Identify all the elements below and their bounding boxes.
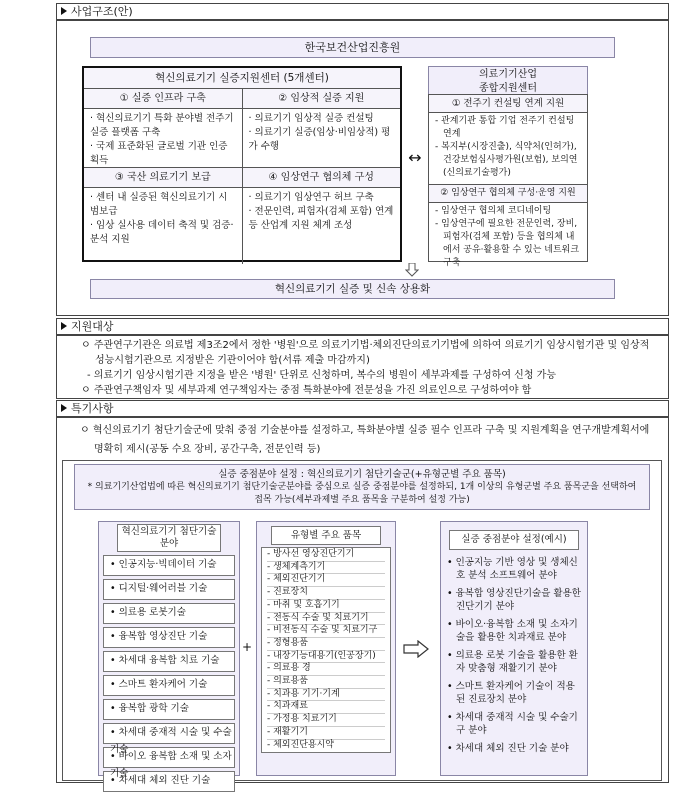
special-notes-line: ㅇ 혁신의료기기 첨단기술군에 맞춰 중점 기술분야를 설정하고, 특화분야별 실증 필수 인프라 구축 및 지원계획을 연구개발계획서에 명확히 제시(공동 수요 장비, 공간구축, 전문인력 등): [80, 425, 650, 455]
list-item: · 임상 실사용 데이터 축적 및 검증·분석 지원: [90, 219, 236, 247]
centers-box: [82, 66, 402, 262]
agency-label: 한국보건산업진흥원: [304, 41, 401, 54]
tech-field-item: • 차세대 융복합 치료 기술: [103, 651, 235, 672]
box1-title: ① 실증 인프라 구축: [84, 89, 243, 108]
section-title: 사업구조(안): [71, 5, 133, 18]
tech-field-item: • 융복합 영상진단 기술: [103, 627, 235, 648]
box3-body: [84, 188, 243, 264]
focus-example-item: • 차세대 중재적 시술 및 수술기구 분야: [447, 711, 581, 737]
triangle-bullet-icon: [61, 7, 67, 15]
section-title: 특기사항: [71, 402, 114, 415]
eligibility-line: ㅇ 주관연구책임자 및 세부과제 연구책임자는 중점 특화분야에 전문성을 가진 의료인으로 구성하여야 함: [81, 385, 532, 396]
box4-title: ④ 임상연구 협의체 구성: [243, 168, 401, 187]
list-item: · 혁신의료기기 특화 분야별 전주기 실증 플랫폼 구축: [90, 112, 236, 140]
tech-field-title: 혁신의료기기 첨단기술분야: [117, 524, 221, 552]
eligibility-line: ㅇ 주관연구기관은 의료법 제3조2에서 정한 '병원'으로 의료기기법·체외진단의료기기법에 의하여 의료기기 임상시험기관 및 임상적 성능시험기관으로 지정받은 기관이어야 함(서류 제출 마감까지): [81, 340, 650, 366]
right-box2-body: [429, 203, 587, 272]
section-header-eligibility: [56, 318, 669, 335]
tech-field-item: • 차세대 체외 진단 기술: [103, 771, 235, 792]
box4-body: [243, 188, 401, 264]
section-title: 지원대상: [71, 320, 114, 333]
box3-title: ③ 국산 의료기기 보급: [84, 168, 243, 187]
product-type-item: - 진료장치: [267, 587, 385, 600]
product-type-item: - 전동식 수술 및 치료기기: [267, 613, 385, 626]
focus-example-item: • 인공지능 기반 영상 및 생체신호 분석 소프트웨어 분야: [447, 556, 581, 582]
list-item: - 복지부(시장진출), 식약처(인허가), 건강보험심사평가원(보험), 보의연(신의료기술평가): [435, 142, 578, 178]
focus-area-title: 실증 중점분야 설정 : 혁신의료기기 첨단기술군(+유형군별 주요 품목): [218, 469, 506, 480]
box2-body: [243, 109, 401, 167]
support-center-title-line1: 의료기기산업: [479, 69, 537, 80]
product-type-item: - 가정용 치료기기: [267, 714, 385, 727]
plus-icon: +: [241, 640, 253, 654]
support-center-box: [428, 94, 588, 268]
box2-title: ② 임상적 실증 지원: [243, 89, 401, 108]
down-arrow-icon: [405, 263, 419, 277]
product-type-item: - 의료용품: [267, 676, 385, 689]
tech-field-column: [98, 521, 240, 786]
support-center-title: [428, 66, 588, 97]
focus-example-item: • 바이오·융복합 소재 및 소자기술을 활용한 치과재료 분야: [447, 618, 581, 644]
support-center-title-line2: 종합지원센터: [479, 83, 537, 94]
focus-example-column: [440, 521, 588, 776]
list-item: · 전문인력, 피험자(검체 포함) 연계 등 산업계 지원 체계 조성: [249, 205, 395, 233]
section-header-structure: [56, 3, 669, 20]
product-type-column: [256, 521, 396, 776]
product-type-list: [261, 547, 391, 753]
product-type-item: - 치과재료: [267, 701, 385, 714]
agency-bar: [90, 37, 615, 58]
right-arrow-icon: [403, 640, 429, 658]
product-type-item: - 체외진단기기: [267, 574, 385, 587]
eligibility-line: - 의료기기 임상시험기관 지정을 받은 '병원' 단위로 신청하며, 복수의 병원이 세부과제를 구성하여 신청 가능: [87, 370, 556, 381]
bidirectional-arrow-icon: ↔: [408, 148, 422, 167]
section-header-special-notes: [56, 400, 669, 417]
box1-body: [84, 109, 243, 167]
product-type-item: - 의료용 경: [267, 663, 385, 676]
list-item: · 의료기기 실증(임상·비임상적) 평가 수행: [249, 126, 395, 154]
centers-title: 혁신의료기기 실증지원센터 (5개센터): [84, 68, 400, 89]
triangle-bullet-icon: [61, 404, 67, 412]
tech-field-item: • 인공지능·빅데이터 기술: [103, 555, 235, 576]
product-type-item: - 체외진단용시약: [267, 739, 334, 750]
focus-example-item: • 의료용 로봇 기술을 활용한 환자 맞춤형 재활기기 분야: [447, 649, 581, 675]
right-box2-title: ② 임상연구 협의체 구성·운영 지원: [429, 184, 587, 203]
list-item: · 국제 표준화된 글로벌 기관 인증 획득: [90, 140, 236, 168]
list-item: - 관계기관 통합 기업 전주기 컨설팅 연계: [435, 116, 575, 139]
product-type-item: - 방사선 영상진단기기: [267, 549, 385, 562]
product-type-item: - 마취 및 호흡기기: [267, 600, 385, 613]
product-type-title: 유형별 주요 품목: [271, 526, 381, 545]
eligibility-body: [56, 335, 669, 399]
tech-field-item: • 바이오 융복합 소재 및 소자: [103, 747, 235, 768]
product-type-item: - 정형용품: [267, 638, 385, 651]
focus-example-item: • 차세대 체외 진단 기술 분야: [447, 742, 581, 755]
focus-area-header: [74, 464, 650, 510]
product-type-item: - 내장기능대용기(인공장기): [267, 651, 385, 664]
focus-example-title: 실증 중점분야 설정(예시): [449, 530, 579, 550]
product-type-item: - 재활기기: [267, 727, 385, 740]
triangle-bullet-icon: [61, 322, 67, 330]
list-item: · 의료기기 임상적 실증 컨설팅: [249, 112, 395, 126]
list-item: - 임상연구에 필요한 전문인력, 장비, 피험자(검체 포함) 등을 협의체 내에서 공유·활용할 수 있는 네트워크 구축: [435, 219, 580, 268]
tech-field-item: • 디지털·웨어러블 기술: [103, 579, 235, 600]
tech-field-item: • 의료용 로봇기술: [103, 603, 235, 624]
list-item: - 임상연구 협의체 코디네이팅: [435, 206, 552, 216]
list-item: · 의료기기 임상연구 허브 구축: [249, 191, 395, 205]
right-box1-body: [429, 113, 587, 184]
tech-field-item: • 스마트 환자케어 기술: [103, 675, 235, 696]
focus-area-note: * 의료기기산업법에 따른 혁신의료기기 첨단기술군분야를 중심으로 실증 중점분야를 설정하되, 1개 이상의 유형군별 주요 품목군을 선택하여 접목 가능(세부과제별 주요 품목을 구분하여 설정 가능): [87, 482, 637, 505]
right-box1-title: ① 전주기 컨설팅 연계 지원: [429, 95, 587, 113]
tech-field-item: • 차세대 중재적 시술 및 수술: [103, 723, 235, 744]
focus-example-item: • 스마트 환자케어 기술이 적용된 진료장치 분야: [447, 680, 581, 706]
commercialization-label: 혁신의료기기 실증 및 신속 상용화: [274, 283, 431, 295]
focus-example-item: • 융복합 영상진단기술을 활용한 진단기기 분야: [447, 587, 581, 613]
product-type-item: - 비전동식 수술 및 치료기구: [267, 625, 385, 638]
commercialization-bar: [90, 279, 615, 299]
tech-field-item: • 융복합 광학 기술: [103, 699, 235, 720]
product-type-item: - 생체계측기기: [267, 562, 385, 575]
list-item: · 센터 내 실증된 혁신의료기기 시범보급: [90, 191, 236, 219]
product-type-item: - 치과용 기기·기계: [267, 689, 385, 702]
